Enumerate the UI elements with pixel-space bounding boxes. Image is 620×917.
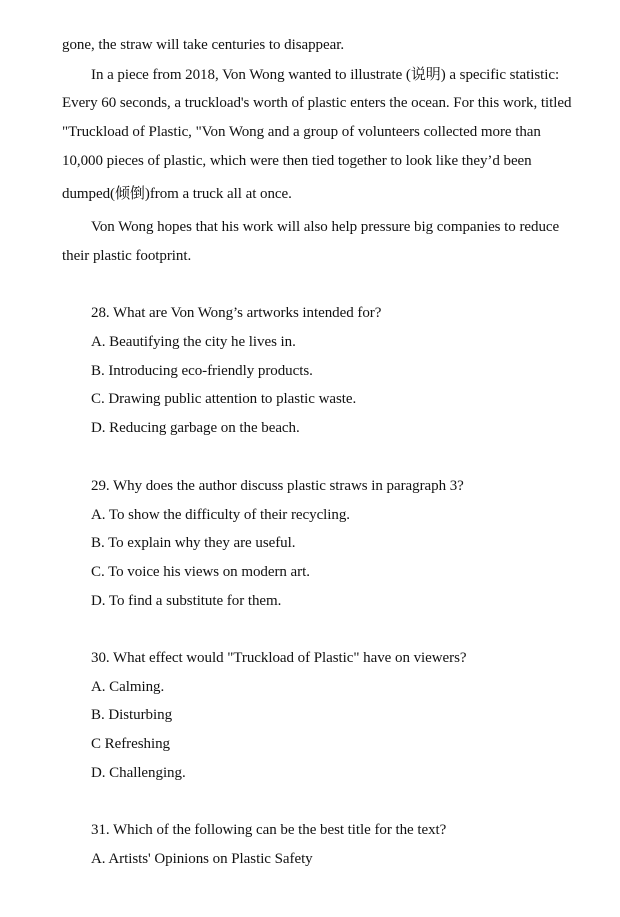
question-stem: 29. Why does the author discuss plastic straws in paragraph 3? (91, 478, 464, 494)
paragraph-line: "Truckload of Plastic, "Von Wong and a group of volunteers collected more than (62, 124, 541, 140)
question-stem: 28. What are Von Wong’s artworks intended for? (91, 305, 382, 321)
answer-option: C. Drawing public attention to plastic waste. (91, 391, 357, 407)
question-stem: 30. What effect would "Truckload of Plastic" have on viewers? (91, 650, 467, 666)
answer-option: C Refreshing (91, 736, 170, 752)
paragraph-3-end: gone, the straw will take centuries to disappear. (62, 37, 345, 53)
answer-option: A. Artists' Opinions on Plastic Safety (91, 851, 313, 867)
paragraph-line: 10,000 pieces of plastic, which were then tied together to look like they’d been (62, 153, 532, 169)
answer-option: A. To show the difficulty of their recycling. (91, 507, 351, 523)
answer-option: B. Introducing eco-friendly products. (91, 363, 313, 379)
paragraph-line: their plastic footprint. (62, 248, 192, 264)
answer-option: B. To explain why they are useful. (91, 535, 296, 551)
answer-option: A. Calming. (91, 679, 165, 695)
question-stem: 31. Which of the following can be the best title for the text? (91, 822, 447, 838)
answer-option: D. Challenging. (91, 765, 186, 781)
answer-option: C. To voice his views on modern art. (91, 564, 310, 580)
paragraph-line: dumped(倾倒)from a truck all at once. (62, 186, 292, 202)
paragraph-line: Von Wong hopes that his work will also help pressure big companies to reduce (91, 219, 560, 235)
answer-option: D. To find a substitute for them. (91, 593, 282, 609)
paragraph-line: In a piece from 2018, Von Wong wanted to illustrate (说明) a specific statistic: (91, 67, 560, 83)
answer-option: B. Disturbing (91, 707, 173, 723)
paragraph-line: Every 60 seconds, a truckload's worth of plastic enters the ocean. For this work, titled (62, 95, 572, 111)
answer-option: D. Reducing garbage on the beach. (91, 420, 300, 436)
answer-option: A. Beautifying the city he lives in. (91, 334, 296, 350)
